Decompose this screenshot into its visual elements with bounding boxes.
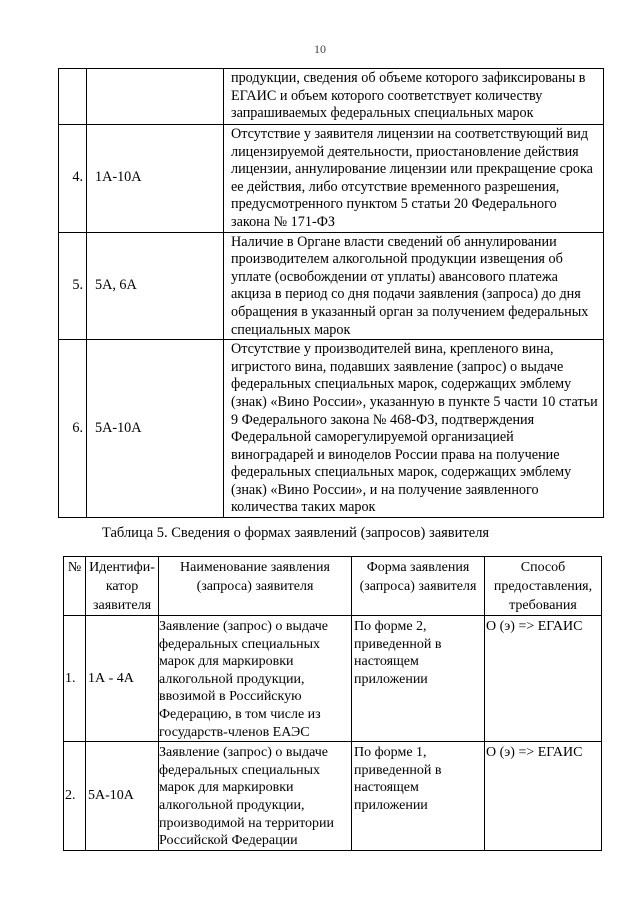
header-submission-method: Способ предоставления, требования (485, 557, 602, 616)
row-number: 6. (59, 340, 87, 518)
row-number: 1. (64, 616, 86, 742)
application-forms-table (63, 556, 602, 851)
header-application-name: Наименование заявления (запроса) заявителя (159, 557, 352, 616)
application-form: По форме 1, приведенной в настоящем приложении (352, 742, 485, 851)
applicant-ids: 5А-10А (87, 340, 224, 518)
table-row (59, 340, 604, 518)
table-caption: Таблица 5. Сведения о формах заявлений (запросов) заявителя (102, 525, 490, 541)
header-application-form: Форма заявления (запроса) заявителя (352, 557, 485, 616)
condition-text: Отсутствие у заявителя лицензии на соответствующий вид лицензируемой деятельности, приостановление действия лицензии, аннулирование лицензии или прекращение срока ее действия, либо отсутствие временного разрешения, предусмотренного пунктом 5 статьи 20 Федерального закона № 171-ФЗ (224, 125, 604, 233)
table-row (59, 125, 604, 233)
application-form: По форме 2, приведенной в настоящем приложении (352, 616, 485, 742)
applicant-ids: 1А-10А (87, 125, 224, 233)
row-number: 5. (59, 232, 87, 340)
applicant-ids (87, 69, 224, 125)
condition-text: Отсутствие у производителей вина, крепленого вина, игристого вина, подавших заявление (запрос) о выдаче федеральных специальных марок, содержащих эмблему (знак) «Вино России», указанную в пункте 5 части 10 статьи 9 Федерального закона № 468-ФЗ, подтверждения Федеральной саморегулируемой организацией виноградарей и виноделов России права на получение федеральных специальных марок, содержащих эмблему (знак) «Вино России», и на получение заявленного количества таких марок (224, 340, 604, 518)
header-number: № (64, 557, 86, 616)
table-row (59, 232, 604, 340)
row-number (59, 69, 87, 125)
applicant-ids: 5А, 6А (87, 232, 224, 340)
submission-method: О (э) => ЕГАИС (485, 616, 602, 742)
table-row (59, 69, 604, 125)
row-number: 4. (59, 125, 87, 233)
applicant-ids: 1А - 4А (86, 616, 159, 742)
table-header-row (64, 557, 602, 616)
application-name: Заявление (запрос) о выдаче федеральных специальных марок для маркировки алкогольной продукции, ввозимой в Российскую Федерацию, в том числе из государств-членов ЕАЭС (159, 616, 352, 742)
table-row (64, 616, 602, 742)
table-row (64, 742, 602, 851)
application-name: Заявление (запрос) о выдаче федеральных специальных марок для маркировки алкогольной продукции, производимой на территории Российской Федерации (159, 742, 352, 851)
submission-method: О (э) => ЕГАИС (485, 742, 602, 851)
header-applicant-id: Идентифи-катор заявителя (86, 557, 159, 616)
condition-text: продукции, сведения об объеме которого зафиксированы в ЕГАИС и объем которого соответствует количеству запрашиваемых федеральных специальных марок (224, 69, 604, 125)
applicant-ids: 5А-10А (86, 742, 159, 851)
row-number: 2. (64, 742, 86, 851)
page-number: 10 (314, 42, 326, 56)
conditions-table (58, 68, 604, 518)
condition-text: Наличие в Органе власти сведений об аннулировании производителем алкогольной продукции извещения об уплате (освобождении от уплаты) авансового платежа акциза в период со дня подачи заявления (запроса) до дня обращения в указанный орган за получением федеральных специальных марок (224, 232, 604, 340)
